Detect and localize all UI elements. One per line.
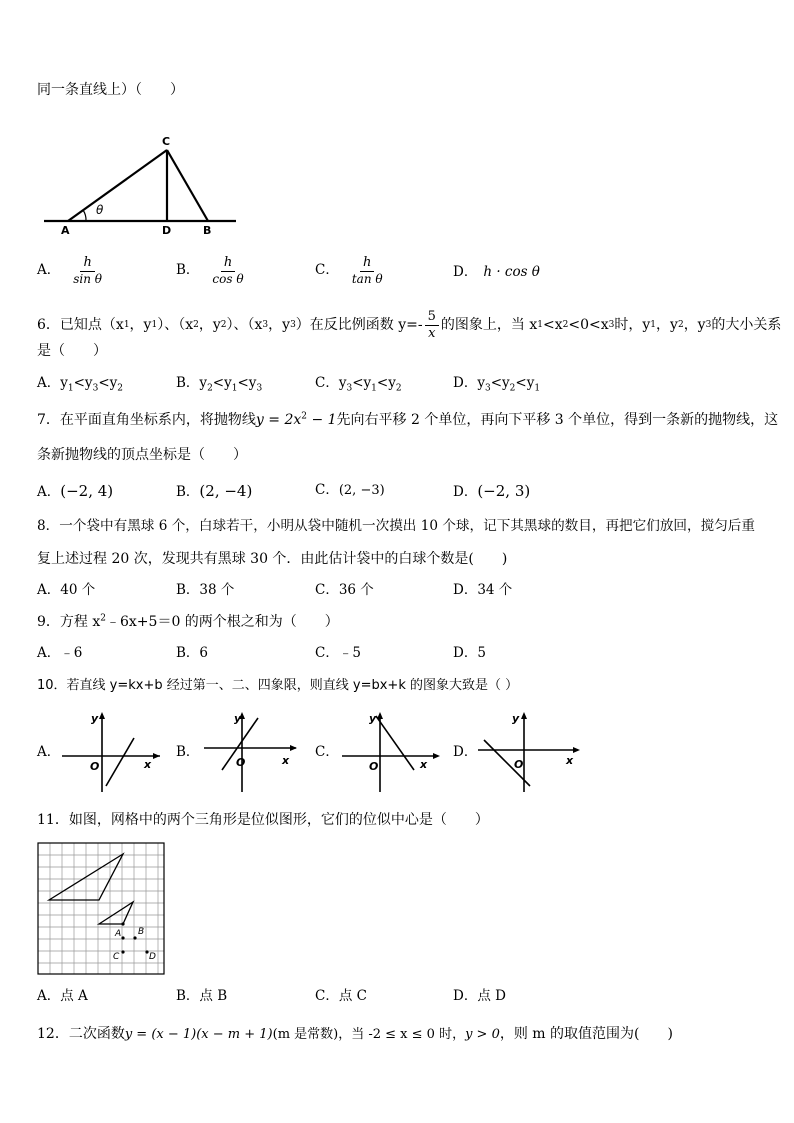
option-d[interactable]: D． h · cos θ (453, 264, 540, 280)
svg-text:x: x (566, 754, 574, 767)
question-7-line2: 条新抛物线的顶点坐标是（ ） (37, 447, 247, 463)
graph-b[interactable] (200, 710, 306, 794)
svg-text:y: y (234, 712, 242, 725)
graph-d[interactable] (474, 710, 584, 794)
option-a[interactable]: A． (37, 744, 61, 760)
option-a[interactable]: A．﹣6 (37, 645, 83, 661)
svg-text:y: y (369, 712, 377, 725)
question-9: 9．方程 $x^2﹣6x+5=0$ 的两个根之和为（ ） (37, 613, 339, 630)
option-a[interactable]: A． $\frac{h}{\text{sin θ}}$ (37, 255, 103, 286)
question-8: 8．一个袋中有黑球 6 个，白球若干，小明从袋中随机一次摸出 10 个球，记下其黑球的数目，再把它们放回，搅匀后重 (37, 518, 755, 534)
option-d[interactable]: D．(−2, 3) (453, 482, 531, 500)
svg-text:D: D (149, 952, 156, 962)
option-c[interactable]: C． $\frac{h}{\text{tan θ}}$ (315, 255, 383, 286)
svg-text:x: x (420, 758, 428, 771)
label-c: C (162, 135, 171, 148)
triangle-figure (40, 132, 240, 240)
graph-a[interactable] (58, 710, 164, 794)
svg-text:O: O (90, 760, 100, 773)
option-c[interactable]: C．﹣5 (315, 645, 361, 661)
question-12: 12．二次函数y = (x − 1)(x − m + 1)(m 是常数)，当 -2 ≤ x ≤ 0 时，y > 0，则 m 的取值范围为( ) (37, 1026, 673, 1042)
question-7: 7．在平面直角坐标系内，将抛物线$y = 2x^2 - 1$先向右平移 2 个单位，再向下平移 3 个单位，得到一条新的抛物线，这 (37, 411, 779, 428)
svg-text:x: x (282, 754, 290, 767)
svg-text:O: O (369, 760, 379, 773)
option-c[interactable]: C．36 个 (315, 582, 374, 598)
option-c[interactable]: C．点 C (315, 988, 367, 1004)
option-b[interactable]: B．$y_2<y_1<y_3$ (176, 375, 263, 394)
option-d[interactable]: D．5 (453, 645, 486, 661)
option-c[interactable]: C． (315, 744, 339, 760)
option-b[interactable]: B．点 B (176, 988, 228, 1004)
option-b[interactable]: B．38 个 (176, 582, 235, 598)
svg-text:C: C (113, 952, 120, 962)
question-10: 10．若直线 y=kx+b 经过第一、二、四象限，则直线 y=bx+k 的图象大致是（ ） (37, 678, 519, 693)
option-a[interactable]: A．点 A (37, 988, 88, 1004)
option-b[interactable]: B．6 (176, 645, 209, 661)
question-6-line2: 是（ ） (37, 343, 107, 359)
svg-text:B: B (138, 927, 145, 937)
option-a[interactable]: A．(−2, 4) (37, 482, 114, 500)
question-8-line2: 复上述过程 20 次，发现共有黑球 30 个．由此估计袋中的白球个数是( ) (37, 551, 508, 567)
svg-text:O: O (514, 758, 524, 771)
svg-text:x: x (144, 758, 152, 771)
svg-text:A: A (115, 929, 122, 939)
option-c[interactable]: C．(2, −3) (315, 482, 385, 498)
option-d[interactable]: D．34 个 (453, 582, 513, 598)
label-a: A (61, 224, 70, 237)
label-theta: θ (96, 203, 104, 217)
option-c[interactable]: C．$y_3<y_1<y_2$ (315, 375, 402, 394)
question-6: 6．已知点（x 1 ，y 1 ）、（x 2 ，y 2 ）、（x 3 ，y 3 ）在反比例函数 y=- $\frac{5}{x}$ 的图象上，当 x 1 <x 2 <0<x 3 时，y 1 ，y 2 ，y 3 的大小关系 (37, 309, 782, 341)
svg-text:y: y (512, 712, 520, 725)
svg-text:y: y (91, 712, 99, 725)
grid-figure (37, 842, 165, 975)
option-d[interactable]: D．$y_3<y_2<y_1$ (453, 375, 541, 394)
question-11: 11．如图，网格中的两个三角形是位似图形，它们的位似中心是（ ） (37, 812, 489, 828)
option-d[interactable]: D． (453, 744, 478, 760)
option-a[interactable]: A．$y_1<y_3<y_2$ (37, 375, 123, 394)
graph-c[interactable] (336, 710, 442, 794)
svg-text:O: O (236, 756, 246, 769)
label-d: D (162, 224, 172, 237)
option-b[interactable]: B． (176, 744, 200, 760)
option-b[interactable]: B． $\frac{h}{\text{cos θ}}$ (176, 255, 244, 286)
question-5-tail: 同一条直线上）（ ） (37, 82, 184, 98)
option-a[interactable]: A．40 个 (37, 582, 96, 598)
label-b: B (203, 224, 212, 237)
option-d[interactable]: D．点 D (453, 988, 506, 1004)
option-b[interactable]: B．(2, −4) (176, 482, 253, 500)
